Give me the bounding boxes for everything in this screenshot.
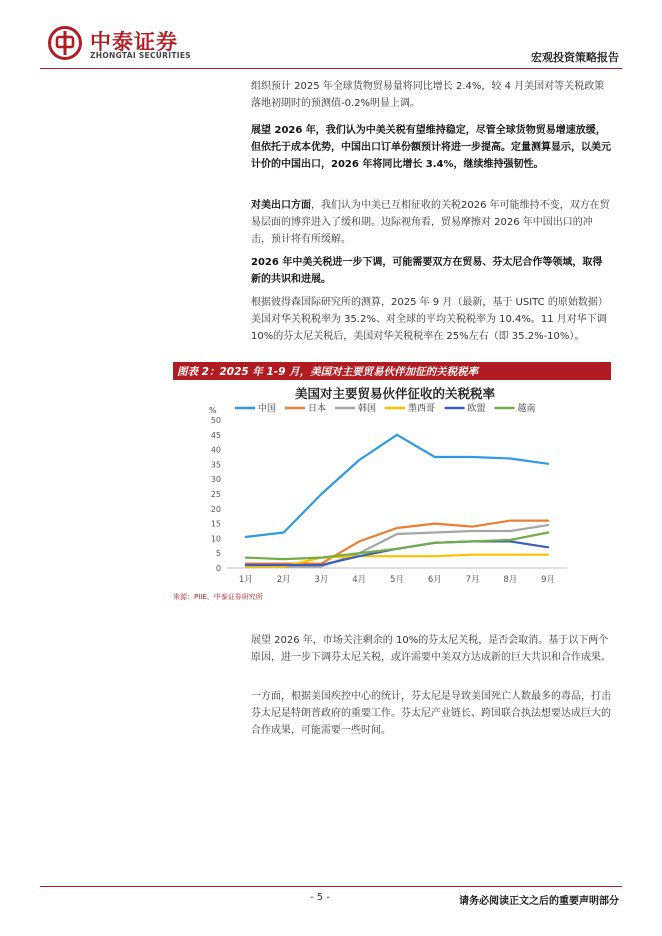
paragraph-6 [251,632,611,666]
x-tick-label-6: 7月 [465,575,480,585]
paragraph-1 [251,78,611,112]
y-tick-label-10: 50 [210,416,221,425]
paragraph-3-lead: 对美出口方面 [251,200,311,211]
series-line-4 [246,541,548,565]
x-tick-label-2: 3月 [314,575,329,585]
x-tick-label-4: 5月 [390,575,404,585]
y-tick-label-1: 5 [215,549,221,559]
y-tick-label-0: 0 [215,564,221,573]
paragraph-6-text: 展望 2026 年，市场关注剩余的 10%的芬太尼关税，是否会取消。基于以下两个原因，进一步下调芬太尼关税，或许需要中美双方达成新的巨大共识和合作成果。 [251,635,611,663]
y-tick-label-6: 30 [210,475,221,485]
paragraph-4-text: 2026 年中美关税进一步下调，可能需要双方在贸易、芬太尼合作等领域，取得新的共识和进展。 [251,257,603,285]
y-tick-label-7: 35 [210,460,221,470]
page-number: - 5 - [310,892,330,903]
x-tick-label-8: 9月 [541,575,556,585]
paragraph-7-text: 一方面，根据美国疾控中心的统计，芬太尼是导致美国死亡人数最多的毒品，打击芬太尼是特朗普政府的重要工作。芬太尼产业链长、跨国联合执法想要达成巨大的合作成果，可能需要一些时间。 [251,691,611,736]
legend-label-4: 欧盟 [467,404,486,414]
y-tick-label-3: 15 [210,519,221,529]
paragraph-2 [251,122,611,173]
paragraph-5 [251,294,611,345]
page-header [0,0,662,70]
legend-label-2: 韩国 [358,404,377,414]
y-tick-label-9: 45 [210,430,221,440]
tariff-line-chart [195,384,575,590]
paragraph-3-text: ，我们认为中美已互相征收的关税2026 年可能维持不变，双方在贸易层面的博弈进入了缓和期。边际视角看，贸易摩擦对 2026 年中国出口的冲击，预计将有所缓解。 [251,200,610,245]
paragraph-3 [251,197,611,248]
logo-text: 中泰证券 [90,30,178,54]
legend-label-3: 墨西哥 [408,404,436,414]
figure-source: 来源：PIIE、中泰证券研究所 [173,593,263,601]
header-divider [40,68,622,69]
y-axis-label: % [209,406,217,415]
legend-label-5: 越南 [517,404,536,414]
y-tick-label-2: 10 [210,534,221,544]
logo-subtext: ZHONGTAI SECURITIES [90,51,191,60]
legend-label-1: 日本 [308,404,327,414]
paragraph-2-text: 展望 2026 年，我们认为中美关税有望维持稳定，尽管全球货物贸易增速放缓，但依托于成本优势，中国出口订单份额预计将进一步提高。定量测算显示，以美元计价的中国出口，2026 年将同比增长 3.4%，继续维持强韧性。 [251,125,611,170]
disclaimer-note: 请务必阅读正文之后的重要声明部分 [459,896,619,907]
chart-title: 美国对主要贸易伙伴征收的关税税率 [294,386,496,401]
report-type-label: 宏观投资策略报告 [531,51,619,64]
footer-divider [40,886,622,887]
series-line-2 [246,525,548,566]
tariff-chart [195,384,575,590]
figure-caption: 图表 2：2025 年 1-9 月，美国对主要贸易伙伴加征的关税税率 [177,366,479,378]
x-tick-label-3: 4月 [352,575,367,585]
zhongtai-logo-icon [48,26,82,60]
x-tick-label-5: 6月 [427,575,442,585]
y-tick-label-4: 20 [210,504,221,514]
x-tick-label-7: 8月 [503,575,518,585]
paragraph-4 [251,254,611,288]
paragraph-1-text: 组织预计 2025 年全球货物贸易量将同比增长 2.4%，较 4 月美国对等关税政策落地初期时的预测值-0.2%明显上调。 [251,81,605,109]
paragraph-5-text: 根据彼得森国际研究所的测算，2025 年 9 月（最新，基于 USITC 的原始数据）美国对华关税税率为 35.2%、对全球的平均关税税率为 10.4%。11 月对华下调 10%的芬太尼关税后，美国对华关税税率在 25%左右（即 35.2%-10%）。 [251,297,608,342]
legend-label-0: 中国 [258,404,277,414]
x-tick-label-0: 1月 [238,575,253,585]
x-tick-label-1: 2月 [276,575,291,585]
y-tick-label-8: 40 [210,445,221,455]
y-tick-label-5: 25 [210,490,221,499]
paragraph-7 [251,688,611,739]
